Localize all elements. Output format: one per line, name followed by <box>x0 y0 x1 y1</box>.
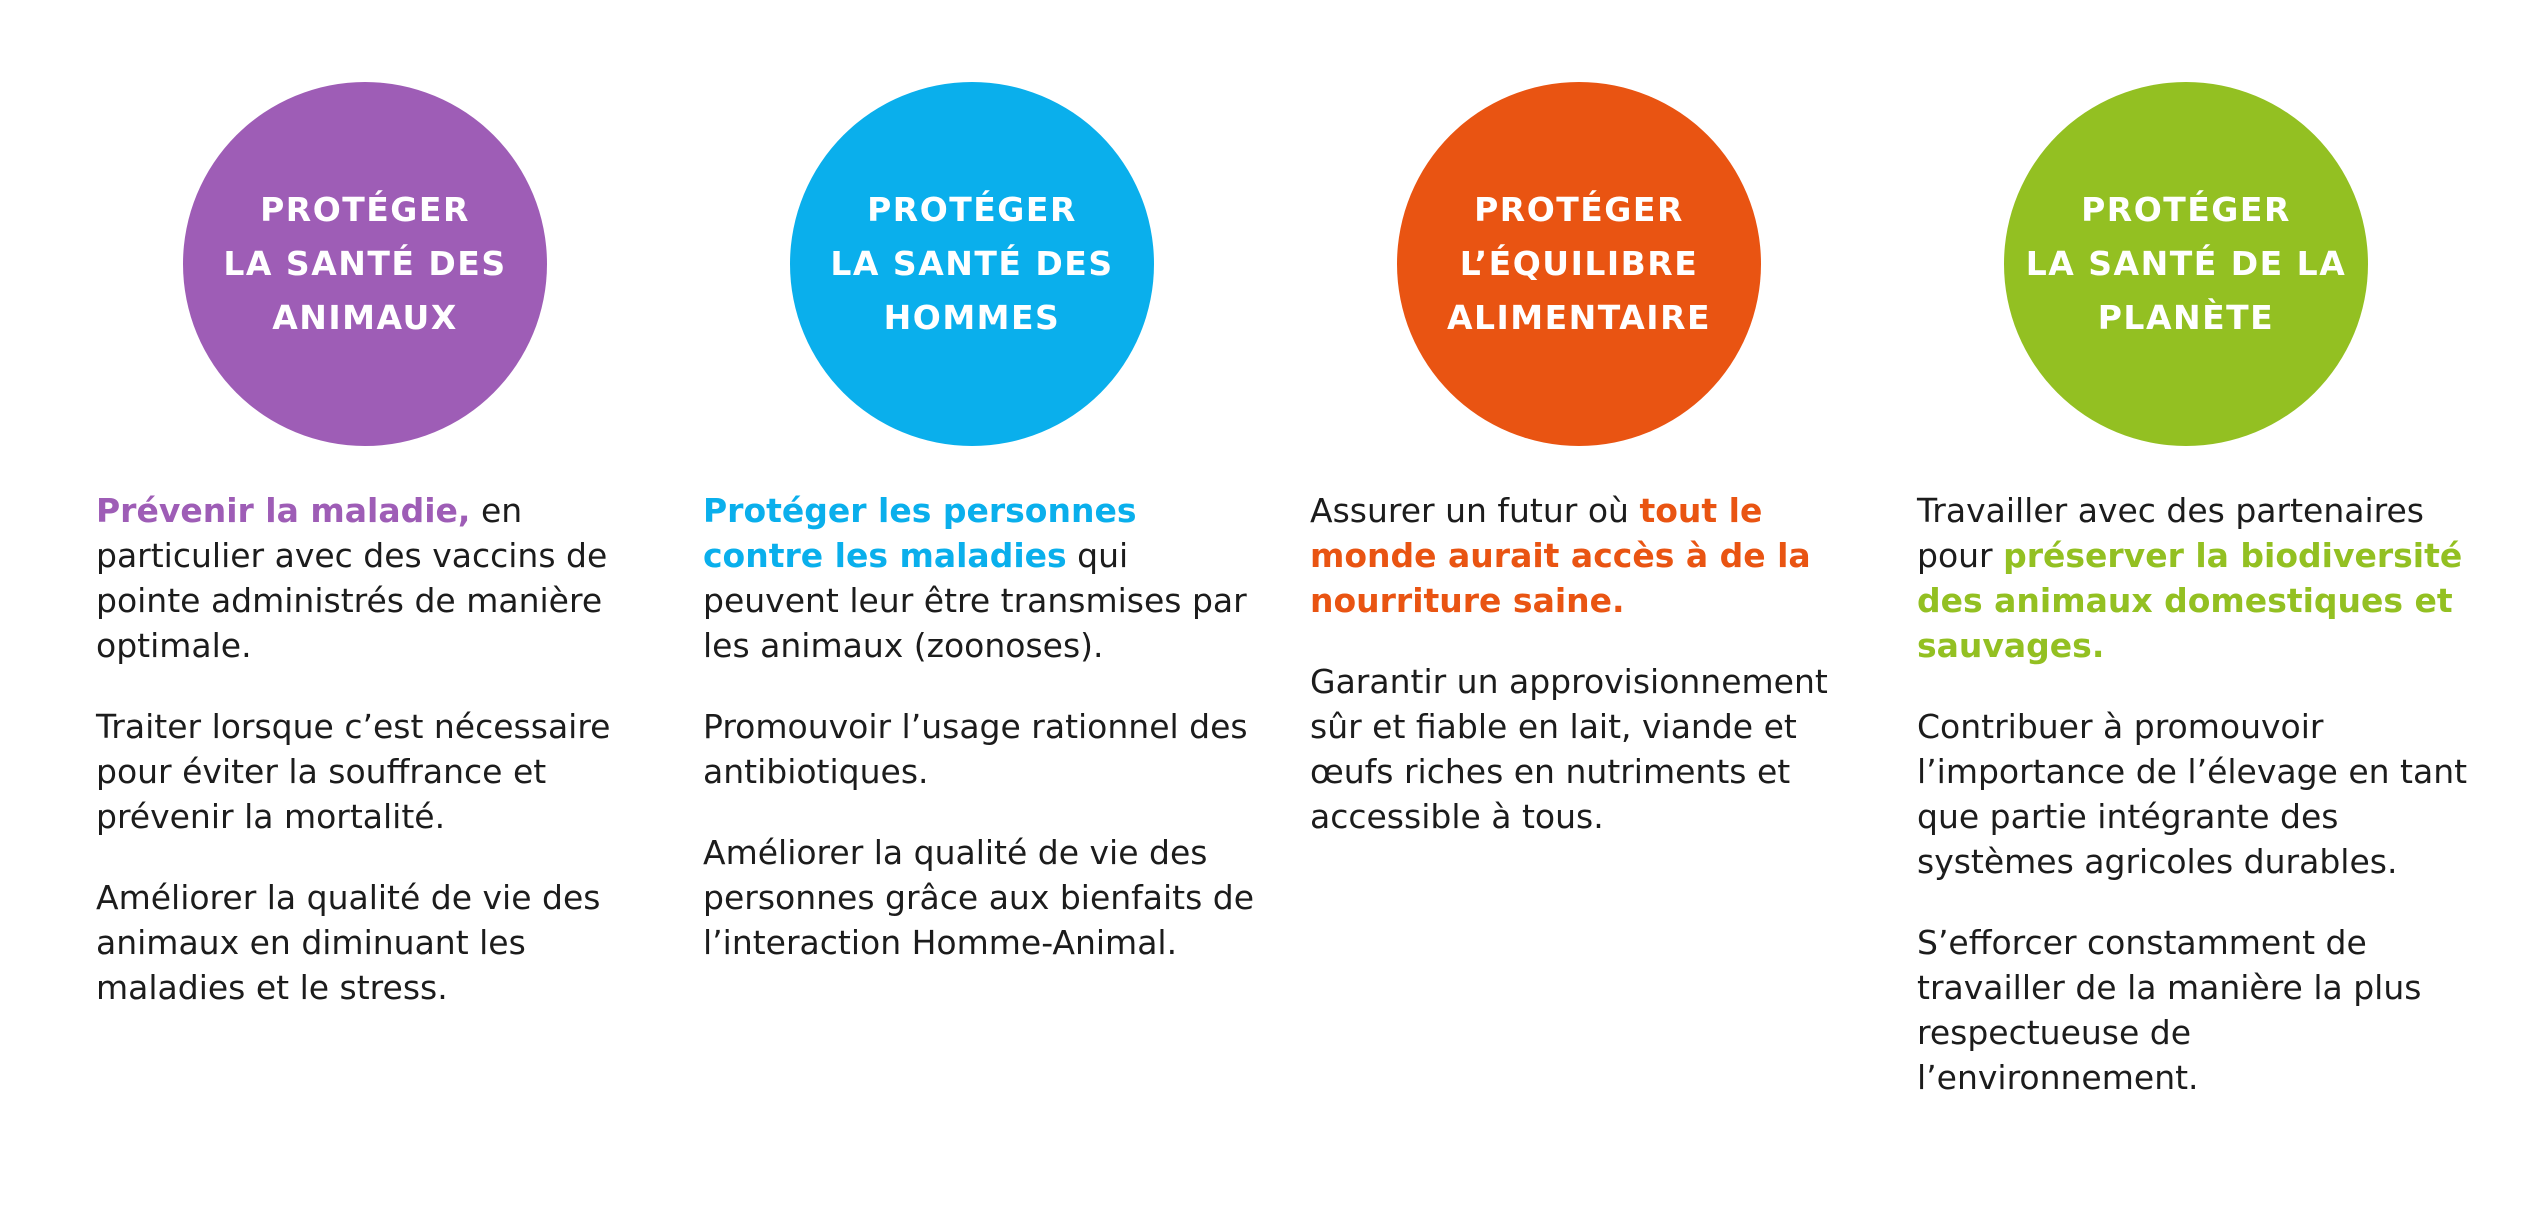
circle-label: PROTÉGER L’ÉQUILIBRE ALIMENTAIRE <box>1446 190 1712 337</box>
paragraph-3: Améliorer la qualité de vie des animaux en diminuant les maladies et le stress. <box>96 878 601 1007</box>
circle-badge-planete <box>2004 82 2368 446</box>
highlight-text: tout le monde aurait accès à de la nourriture saine. <box>1310 491 1811 620</box>
paragraph-1 <box>1917 488 2477 668</box>
paragraph-2: Traiter lorsque c’est nécessaire pour éviter la souffrance et prévenir la mortalité. <box>96 707 611 836</box>
paragraph-3: S’efforcer constamment de travailler de la manière la plus respectueuse de l’environnement. <box>1917 923 2422 1097</box>
text-block <box>96 488 656 1046</box>
circle-label: PROTÉGER LA SANTÉ DES ANIMAUX <box>223 190 507 337</box>
highlight-text: Protéger les personnes contre les maladies <box>703 491 1137 575</box>
paragraph-2: Contribuer à promouvoir l’importance de l’élevage en tant que partie intégrante des systèmes agricoles durables. <box>1917 707 2468 881</box>
paragraph-1 <box>96 488 656 668</box>
text-rest: qui peuvent leur être transmises par les animaux (zoonoses). <box>703 536 1247 665</box>
text-intro: Travailler avec des partenaires pour <box>1917 491 2424 575</box>
text-intro: Assurer un futur où <box>1310 491 1640 530</box>
circle-badge-hommes <box>790 82 1154 446</box>
text-block <box>703 488 1263 1001</box>
circle-badge-alimentaire <box>1397 82 1761 446</box>
paragraph-2: Promouvoir l’usage rationnel des antibiotiques. <box>703 707 1248 791</box>
paragraph-1 <box>703 488 1263 668</box>
circle-badge-animaux <box>183 82 547 446</box>
text-block <box>1310 488 1870 875</box>
paragraph-3: Améliorer la qualité de vie des personnes grâce aux bienfaits de l’interaction Homme-Animal. <box>703 833 1255 962</box>
paragraph-1 <box>1310 488 1870 623</box>
text-block <box>1917 488 2477 1136</box>
text-rest: en particulier avec des vaccins de pointe administrés de manière optimale. <box>96 491 608 665</box>
circle-label: PROTÉGER LA SANTÉ DE LA PLANÈTE <box>2025 190 2347 337</box>
circle-label: PROTÉGER LA SANTÉ DES HOMMES <box>830 190 1114 337</box>
paragraph-2: Garantir un approvisionnement sûr et fiable en lait, viande et œufs riches en nutriments et accessible à tous. <box>1310 662 1828 836</box>
highlight-text: Prévenir la maladie, <box>96 491 471 530</box>
highlight-text: préserver la biodiversité des animaux domestiques et sauvages. <box>1917 536 2463 665</box>
